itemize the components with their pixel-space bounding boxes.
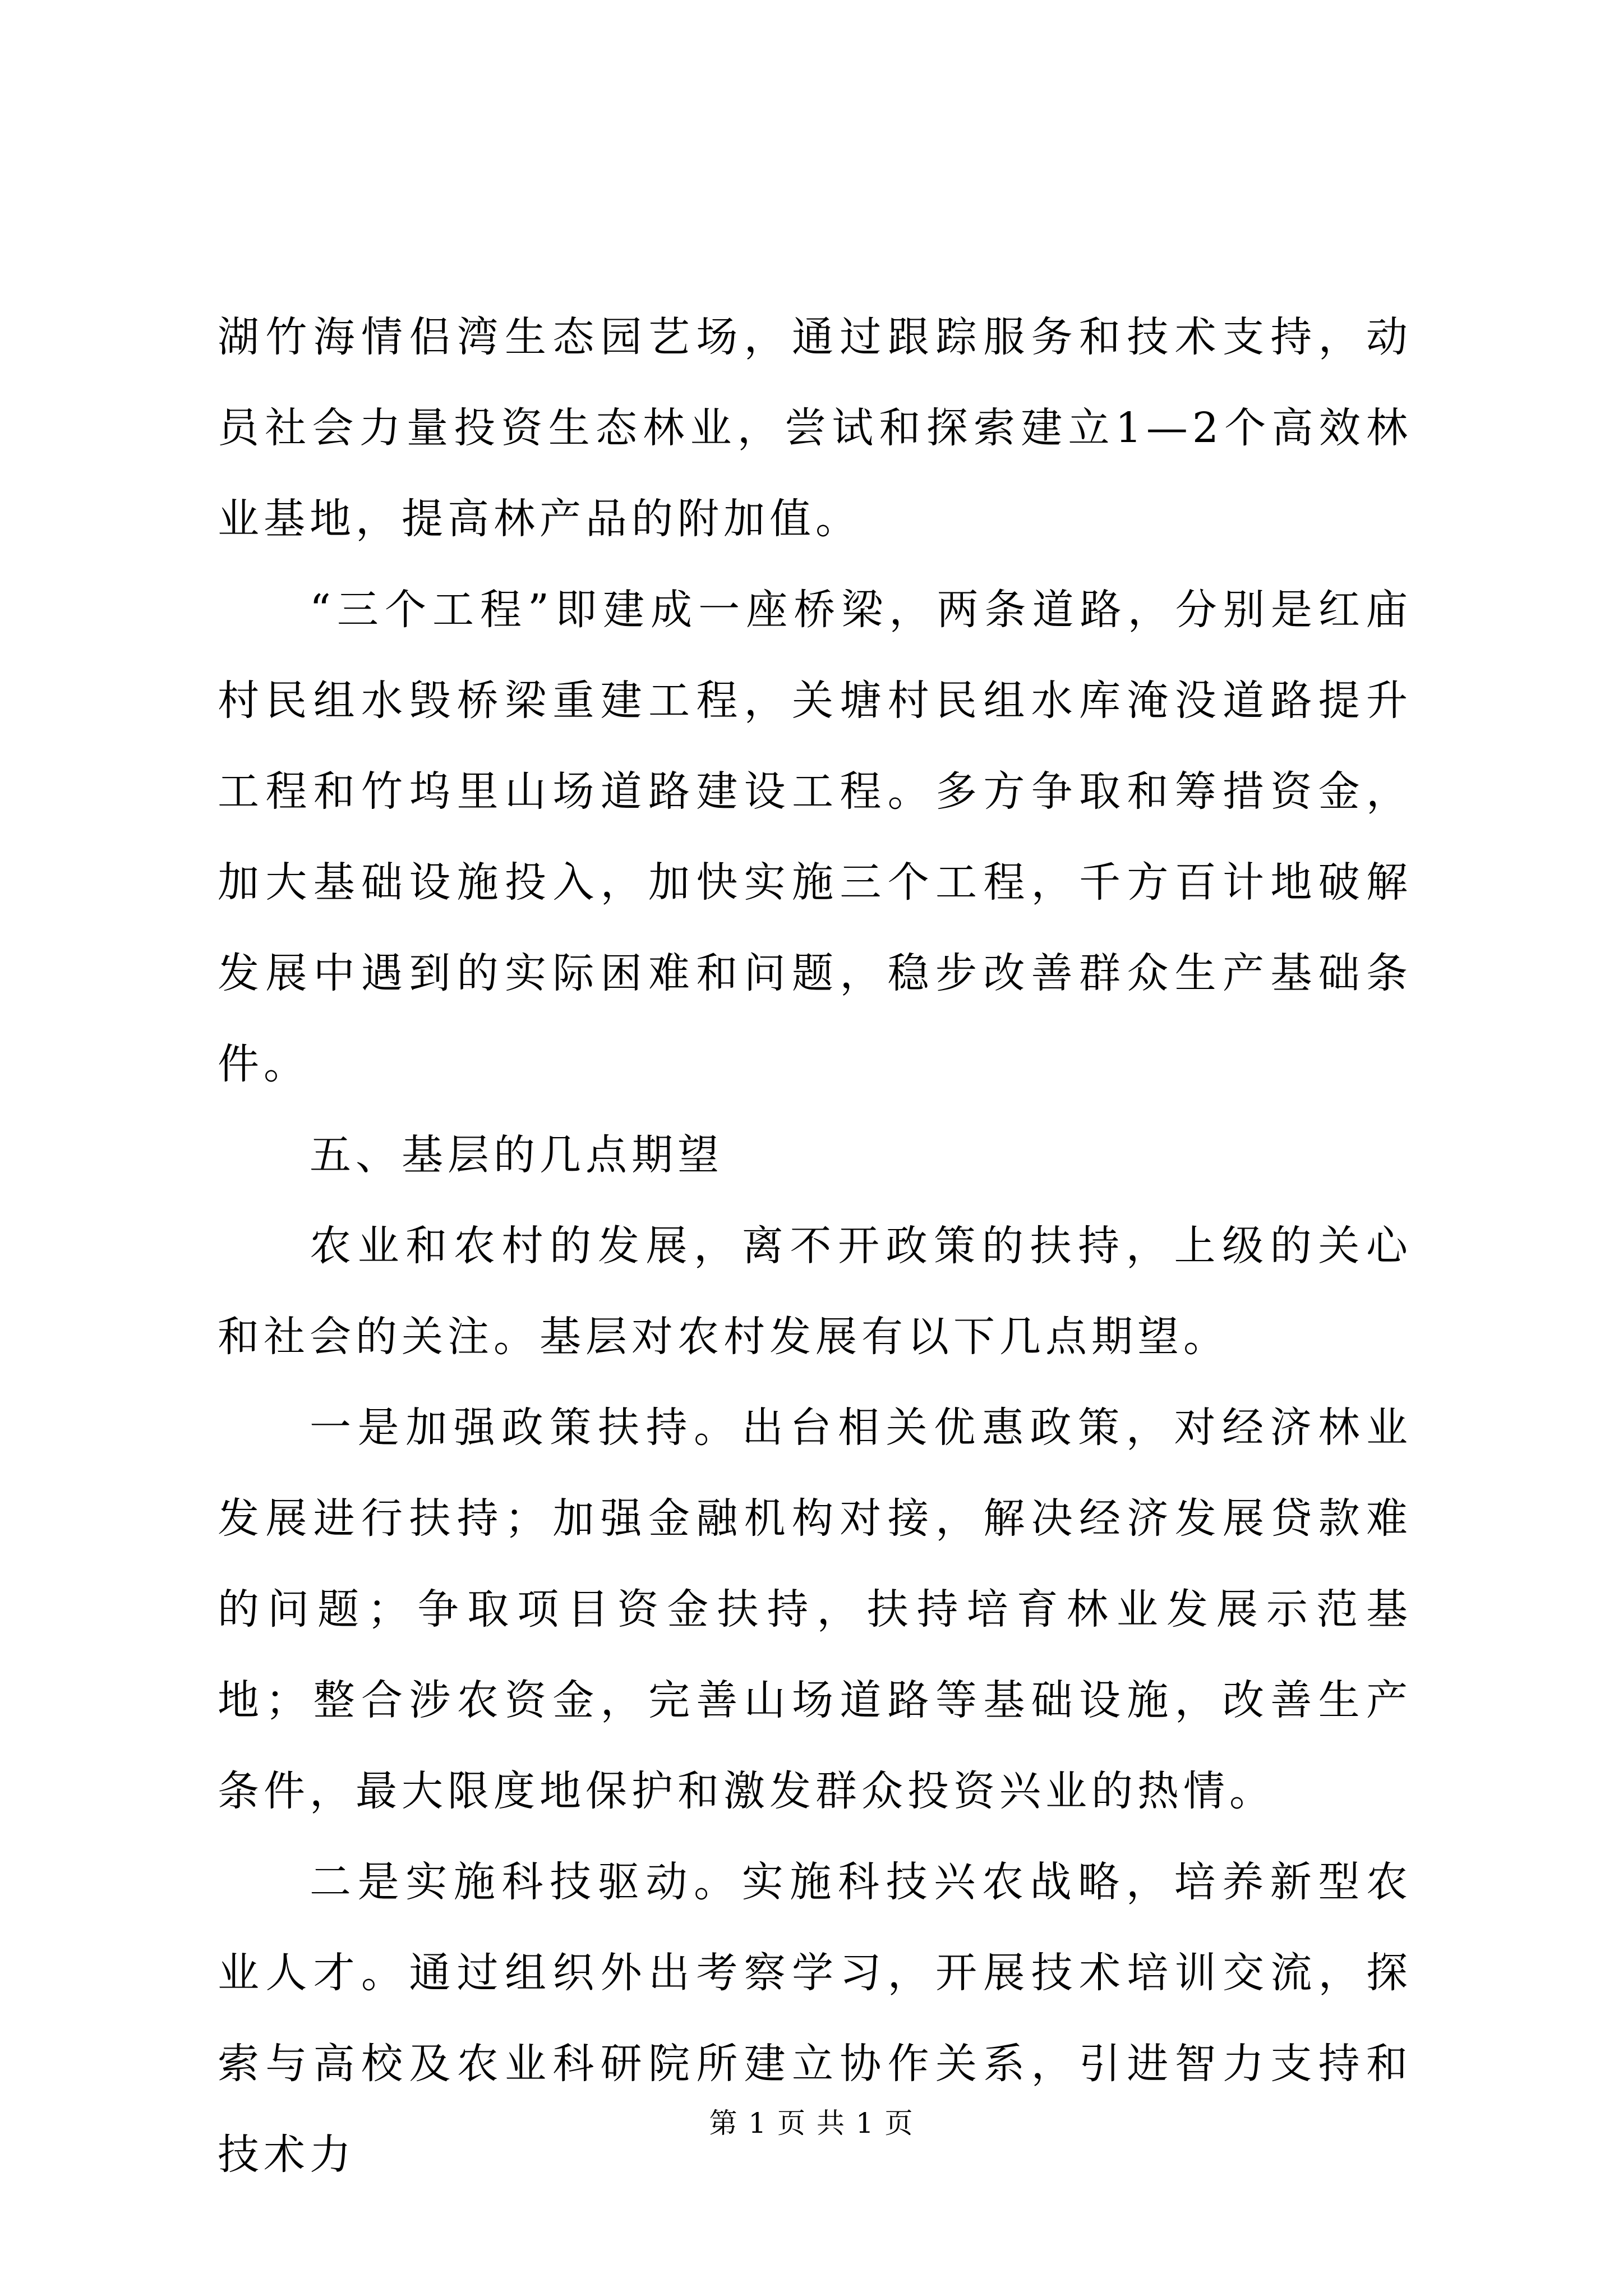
paragraph-continuation: 湖竹海情侣湾生态园艺场，通过跟踪服务和技术支持，动员社会力量投资生态林业，尝试和探索建立1—2个高效林业基地，提高林产品的附加值。 bbox=[218, 313, 1412, 543]
section-heading: 五、基层的几点期望 bbox=[310, 1131, 723, 1179]
paragraph-policy-support: 一是加强政策扶持。出台相关优惠政策，对经济林业发展进行扶持；加强金融机构对接，解决经济发展贷款难的问题；争取项目资金扶持，扶持培育林业发展示范基地；整合涉农资金，完善山场道路等基础设施，改善生产条件，最大限度地保护和激发群众投资兴业的热情。 bbox=[218, 1404, 1412, 1815]
paragraph-expectations-intro: 农业和农村的发展，离不开政策的扶持，上级的关心和社会的关注。基层对农村发展有以下几点期望。 bbox=[218, 1222, 1412, 1361]
paragraph-three-projects: “三个工程”即建成一座桥梁，两条道路，分别是红庙村民组水毁桥梁重建工程，关塘村民组水库淹没道路提升工程和竹坞里山场道路建设工程。多方争取和筹措资金，加大基础设施投入，加快实施三个工程，千方百计地破解发展中遇到的实际困难和问题，稳步改善群众生产基础条件。 bbox=[218, 586, 1412, 1088]
paragraph-tech-drive: 二是实施科技驱动。实施科技兴农战略，培养新型农业人才。通过组织外出考察学习，开展技术培训交流，探索与高校及农业科研院所建立协作关系，引进智力支持和技术力 bbox=[218, 1858, 1412, 2179]
document-body bbox=[218, 292, 1412, 2200]
page-number-footer: 第 1 页 共 1 页 bbox=[709, 2107, 914, 2139]
